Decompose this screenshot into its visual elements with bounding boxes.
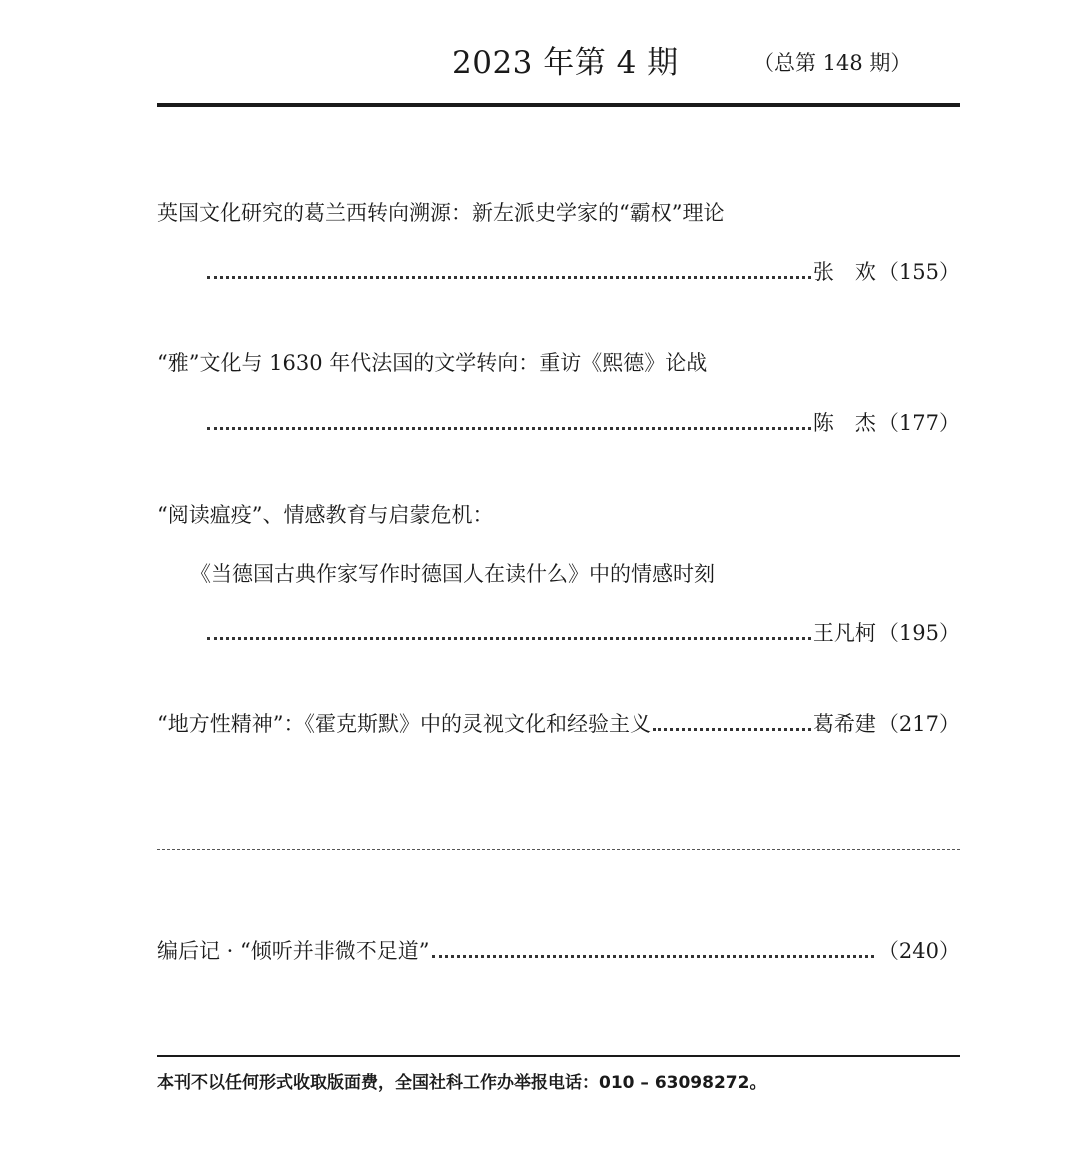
dot-leader xyxy=(207,637,811,640)
footer-note: 本刊不以任何形式收取版面费，全国社科工作办举报电话：010 – 63098272。 xyxy=(157,1073,767,1093)
footer-rule xyxy=(157,1055,960,1057)
article-3-subtitle[interactable]: 《当德国古典作家写作时德国人在读什么》中的情感时刻 xyxy=(190,562,715,586)
article-4-page[interactable]: （217） xyxy=(877,712,960,736)
section-divider xyxy=(157,849,960,850)
total-issue-number: （总第 148 期） xyxy=(753,51,912,75)
article-3-page[interactable]: （195） xyxy=(877,621,960,645)
article-2-title[interactable]: “雅”文化与 1630 年代法国的文学转向：重访《熙德》论战 xyxy=(157,351,708,375)
article-4-author: 葛希建 xyxy=(812,712,876,736)
afterword-page[interactable]: （240） xyxy=(877,939,960,963)
issue-title: 2023 年第 4 期 xyxy=(452,45,679,81)
article-3-leader-line xyxy=(205,617,960,649)
afterword-title[interactable]: 编后记 · “倾听并非微不足道” xyxy=(157,939,430,963)
article-4-title[interactable]: “地方性精神”：《霍克斯默》中的灵视文化和经验主义 xyxy=(157,712,651,736)
article-2-page[interactable]: （177） xyxy=(877,411,960,435)
dot-leader xyxy=(207,427,811,430)
article-4-line xyxy=(157,708,960,740)
article-1-leader-line xyxy=(205,256,960,288)
header-rule xyxy=(157,103,960,107)
article-1-author: 张 欢 xyxy=(812,260,876,284)
afterword-line xyxy=(157,935,960,967)
article-1-page[interactable]: （155） xyxy=(877,260,960,284)
article-3-author: 王凡柯 xyxy=(812,621,876,645)
article-3-title[interactable]: “阅读瘟疫”、情感教育与启蒙危机： xyxy=(157,503,494,527)
article-2-author: 陈 杰 xyxy=(812,411,876,435)
dot-leader xyxy=(432,955,874,958)
article-1-title[interactable]: 英国文化研究的葛兰西转向溯源：新左派史学家的“霸权”理论 xyxy=(157,201,725,225)
article-2-leader-line xyxy=(205,407,960,439)
dot-leader xyxy=(653,728,811,731)
dot-leader xyxy=(207,276,811,279)
